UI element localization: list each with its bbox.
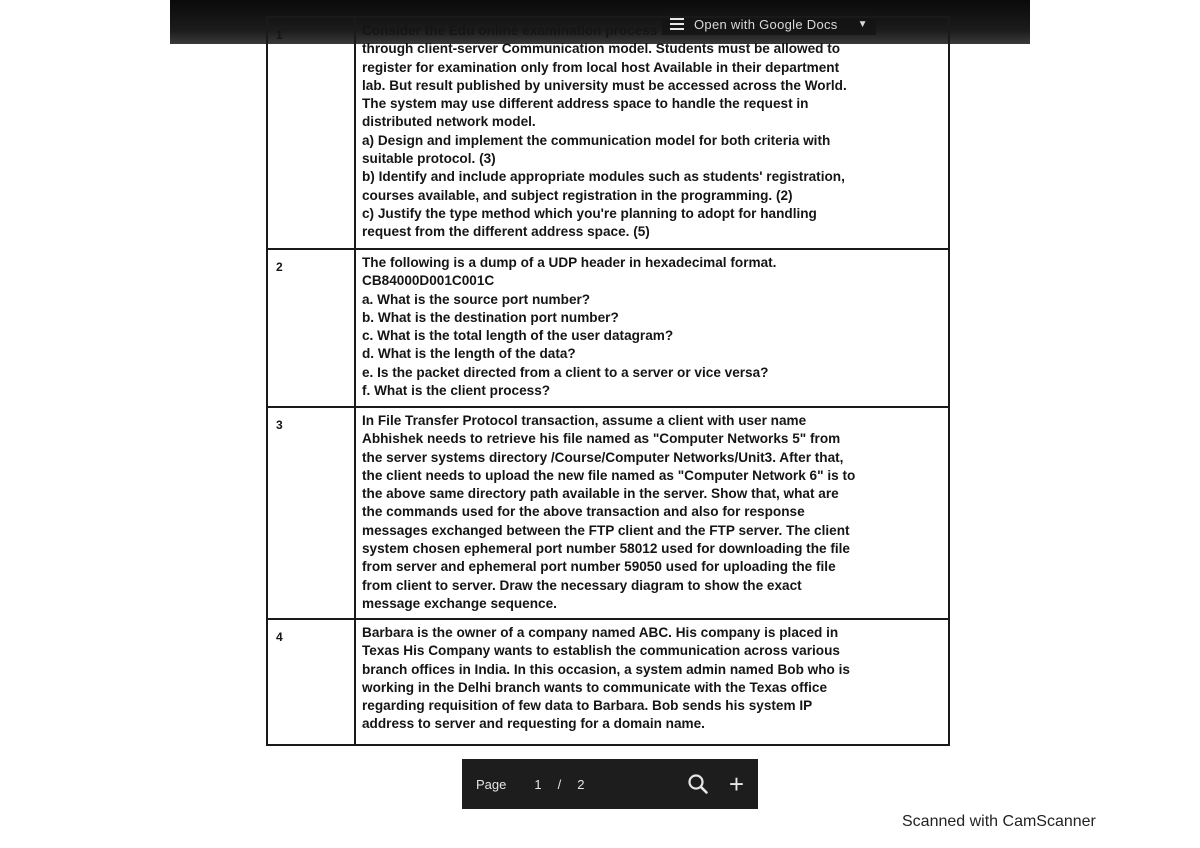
question-line: c) Justify the type method which you're planning to adopt for handling bbox=[362, 205, 817, 221]
question-line: The system may use different address space to handle the request in bbox=[362, 96, 809, 112]
table-row bbox=[267, 17, 949, 249]
question-line: the commands used for the above transaction and also for response bbox=[362, 504, 805, 520]
question-line: from server and ephemeral port number 59050 used for uploading the file bbox=[362, 559, 836, 575]
question-line: Barbara is the owner of a company named ABC. His company is placed in bbox=[362, 625, 839, 640]
question-text bbox=[355, 249, 949, 407]
question-text bbox=[355, 407, 949, 619]
question-line: f. What is the client process? bbox=[362, 383, 551, 399]
question-number: 4 bbox=[267, 619, 355, 745]
table-row bbox=[267, 249, 949, 407]
question-number: 3 bbox=[267, 407, 355, 619]
table-row bbox=[267, 407, 949, 619]
question-line: lab. But result published by university must be accessed across the World. bbox=[362, 77, 847, 93]
question-line: working in the Delhi branch wants to communicate with the Texas office bbox=[362, 679, 828, 695]
question-line: distributed network model. bbox=[362, 114, 536, 130]
question-line: request from the different address space. (5) bbox=[362, 224, 650, 240]
question-line: Consider the Edu online examination process bbox=[362, 23, 658, 38]
current-page-number[interactable]: 1 bbox=[534, 776, 542, 792]
question-line: courses available, and subject registration in the programming. (2) bbox=[362, 187, 793, 203]
question-line: e. Is the packet directed from a client to a server or vice versa? bbox=[362, 364, 769, 380]
question-line: through client-server Communication model. Students must be allowed to bbox=[362, 41, 841, 57]
question-number: 2 bbox=[267, 249, 355, 407]
question-line: the above same directory path available in the server. Show that, what are bbox=[362, 486, 839, 502]
question-line: a. What is the source port number? bbox=[362, 291, 591, 307]
question-line: messages exchanged between the FTP client and the FTP server. The client bbox=[362, 522, 850, 538]
question-line: b) Identify and include appropriate modules such as students' registration, bbox=[362, 169, 845, 185]
question-line: from client to server. Draw the necessary diagram to show the exact bbox=[362, 577, 802, 593]
question-line: c. What is the total length of the user datagram? bbox=[362, 328, 674, 344]
question-text bbox=[355, 619, 949, 745]
question-table bbox=[266, 16, 950, 746]
question-line: message exchange sequence. bbox=[362, 595, 557, 611]
question-line: The following is a dump of a UDP header in hexadecimal format. bbox=[362, 255, 777, 270]
question-number: 1 bbox=[267, 17, 355, 249]
question-line: In File Transfer Protocol transaction, assume a client with user name bbox=[362, 413, 807, 428]
page-navigation-bar bbox=[462, 759, 758, 809]
question-line: branch offices in India. In this occasion, a system admin named Bob who is bbox=[362, 661, 850, 677]
question-line: the server systems directory /Course/Computer Networks/Unit3. After that, bbox=[362, 449, 844, 465]
search-icon[interactable] bbox=[687, 773, 709, 795]
question-line: b. What is the destination port number? bbox=[362, 309, 619, 325]
open-with-label: Open with Google Docs bbox=[694, 16, 838, 32]
question-line: a) Design and implement the communication model for both criteria with bbox=[362, 132, 831, 148]
question-line: address to server and requesting for a domain name. bbox=[362, 716, 705, 732]
chevron-down-icon[interactable]: ▼ bbox=[857, 18, 868, 30]
question-line: regarding requisition of few data to Barbara. Bob sends his system IP bbox=[362, 698, 813, 714]
question-text bbox=[355, 17, 949, 249]
question-line: the client needs to upload the new file named as "Computer Network 6" is to bbox=[362, 467, 856, 483]
total-pages: 2 bbox=[577, 776, 585, 792]
question-line: CB84000D001C001C bbox=[362, 273, 495, 289]
question-line: d. What is the length of the data? bbox=[362, 346, 576, 362]
scanner-credit: Scanned with CamScanner bbox=[902, 813, 1096, 830]
question-line: Abhishek needs to retrieve his file named as "Computer Networks 5" from bbox=[362, 431, 841, 447]
question-line: system chosen ephemeral port number 58012 used for downloading the file bbox=[362, 541, 850, 557]
question-line: register for examination only from local host Available in their department bbox=[362, 59, 840, 75]
question-line: Texas His Company wants to establish the communication across various bbox=[362, 643, 840, 659]
table-row bbox=[267, 619, 949, 745]
page-separator: / bbox=[557, 776, 562, 792]
question-line: suitable protocol. (3) bbox=[362, 151, 496, 167]
page-label: Page bbox=[476, 776, 507, 792]
plus-icon[interactable]: + bbox=[728, 769, 744, 799]
